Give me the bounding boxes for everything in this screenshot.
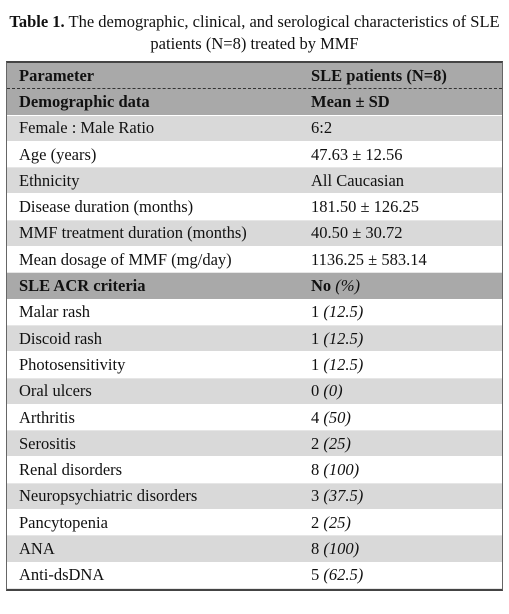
row-count: 4	[311, 407, 320, 427]
row-value: 181.50 ± 126.25	[311, 197, 420, 217]
row-percent: (62.5)	[323, 565, 364, 585]
row-value	[309, 408, 502, 428]
row-percent: (0)	[323, 381, 343, 401]
criteria-rows	[7, 300, 502, 589]
row-percent: (37.5)	[323, 486, 364, 506]
section-criteria-stat-no: No	[311, 276, 332, 296]
row-value	[309, 486, 502, 506]
section-criteria-stat	[309, 276, 502, 296]
row-parameter: Discoid rash	[19, 328, 102, 348]
row-count: 2	[311, 512, 320, 532]
row-count: 3	[311, 486, 320, 506]
table-row	[7, 431, 502, 457]
row-parameter: Disease duration (months)	[19, 197, 194, 217]
row-parameter: Anti-dsDNA	[19, 565, 105, 585]
row-value	[309, 302, 502, 322]
row-value: 6:2	[311, 118, 333, 138]
row-count: 8	[311, 538, 320, 558]
row-value	[309, 434, 502, 454]
table-row	[7, 168, 502, 194]
row-count: 1	[311, 328, 320, 348]
table-caption-label: Table 1.	[9, 12, 65, 31]
table-row	[7, 247, 502, 273]
row-count: 0	[311, 381, 320, 401]
section-demographic	[7, 89, 502, 115]
row-percent: (12.5)	[323, 328, 364, 348]
row-parameter: Serositis	[19, 433, 76, 453]
row-parameter: Female : Male Ratio	[19, 118, 155, 138]
table-caption	[6, 8, 503, 61]
row-parameter: MMF treatment duration (months)	[19, 223, 247, 243]
table-row	[7, 457, 502, 483]
table-header-row	[7, 63, 502, 89]
table-row	[7, 379, 502, 405]
row-value: 47.63 ± 12.56	[311, 144, 403, 164]
row-value	[309, 355, 502, 375]
row-value	[309, 460, 502, 480]
row-count: 8	[311, 460, 320, 480]
table-row	[7, 510, 502, 536]
row-count: 1	[311, 354, 320, 374]
row-percent: (50)	[323, 407, 351, 427]
table-row	[7, 300, 502, 326]
row-percent: (100)	[323, 538, 360, 558]
row-parameter: Ethnicity	[19, 170, 80, 190]
row-parameter: Oral ulcers	[19, 381, 92, 401]
characteristics-table	[6, 61, 503, 591]
row-count: 2	[311, 433, 320, 453]
row-value	[309, 565, 502, 585]
row-parameter: Age (years)	[19, 144, 97, 164]
table-row	[7, 484, 502, 510]
section-criteria-label: SLE ACR criteria	[19, 276, 146, 296]
row-value	[309, 513, 502, 533]
row-parameter: ANA	[19, 538, 55, 558]
section-demographic-label: Demographic data	[19, 91, 150, 111]
row-percent: (12.5)	[323, 354, 364, 374]
row-value	[309, 539, 502, 559]
table-row	[7, 405, 502, 431]
table-caption-text: The demographic, clinical, and serological characteristics of SLE patients (N=8) treated by MMF	[64, 12, 500, 53]
table-row	[7, 326, 502, 352]
table-row	[7, 142, 502, 168]
table-row	[7, 194, 502, 220]
row-parameter: Arthritis	[19, 407, 75, 427]
section-criteria-stat-pct: (%)	[335, 276, 361, 296]
header-group: SLE patients (N=8)	[311, 65, 447, 85]
section-criteria	[7, 273, 502, 299]
header-parameter: Parameter	[19, 65, 95, 85]
row-parameter: Malar rash	[19, 302, 91, 322]
row-parameter: Photosensitivity	[19, 354, 126, 374]
row-value: All Caucasian	[311, 170, 405, 190]
row-parameter: Pancytopenia	[19, 512, 108, 532]
row-percent: (12.5)	[323, 302, 364, 322]
table-row	[7, 116, 502, 142]
row-count: 5	[311, 565, 320, 585]
row-parameter: Renal disorders	[19, 460, 123, 480]
row-value	[309, 381, 502, 401]
row-percent: (25)	[323, 512, 351, 532]
row-value	[309, 329, 502, 349]
table-row	[7, 536, 502, 562]
row-percent: (100)	[323, 460, 360, 480]
section-demographic-stat: Mean ± SD	[311, 91, 390, 111]
row-value: 1136.25 ± 583.14	[311, 249, 427, 269]
row-count: 1	[311, 302, 320, 322]
row-parameter: Neuropsychiatric disorders	[19, 486, 198, 506]
table-row	[7, 563, 502, 589]
row-parameter: Mean dosage of MMF (mg/day)	[19, 249, 232, 269]
table-row	[7, 352, 502, 378]
row-percent: (25)	[323, 433, 351, 453]
demographic-rows	[7, 116, 502, 274]
row-value: 40.50 ± 30.72	[311, 223, 403, 243]
table-row	[7, 221, 502, 247]
